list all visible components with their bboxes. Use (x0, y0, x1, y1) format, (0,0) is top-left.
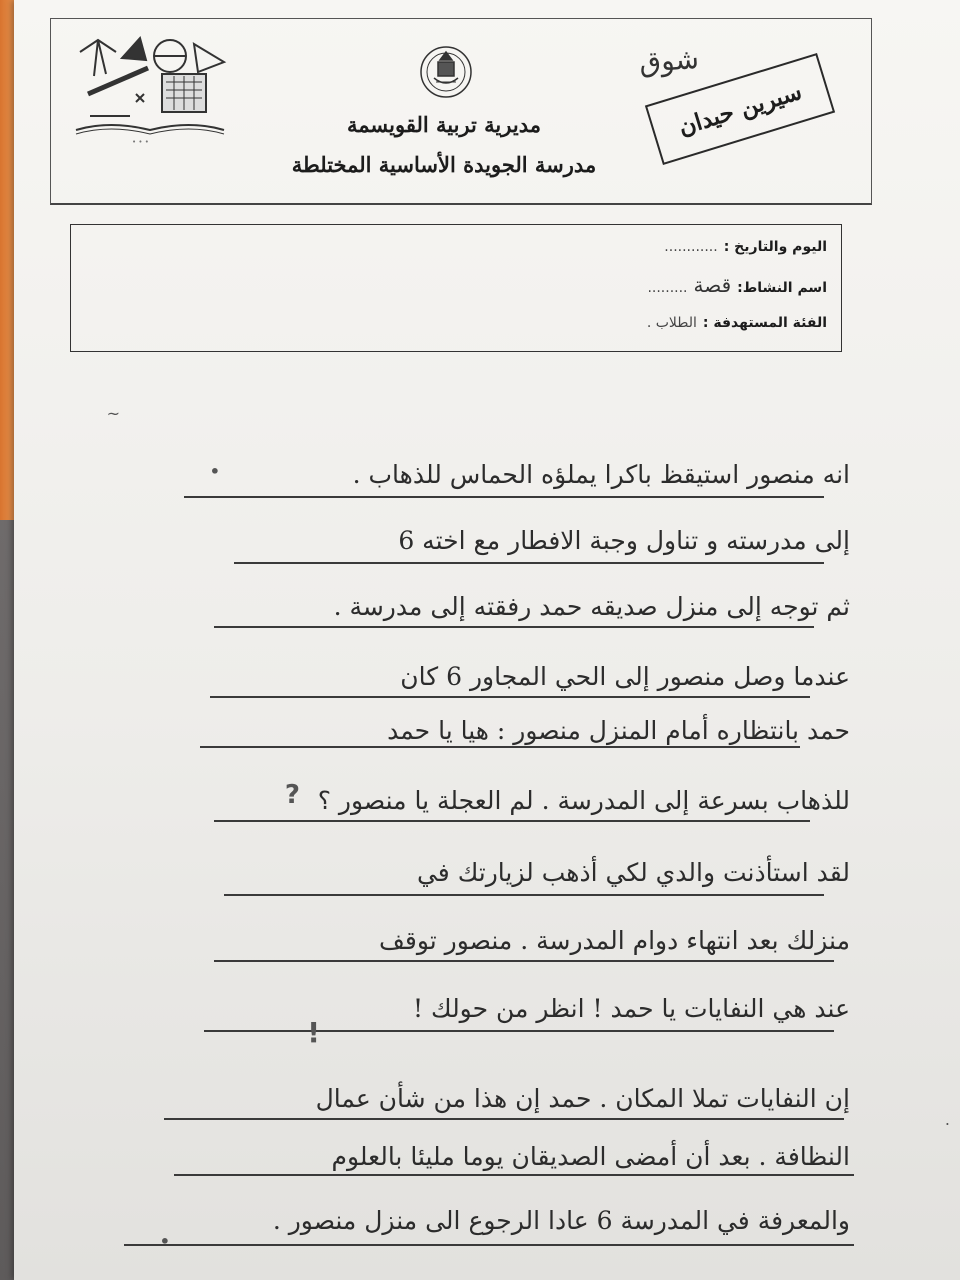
ruled-line (204, 1030, 834, 1032)
story-line: عندما وصل منصور إلى الحي المجاور 6 كان (400, 662, 850, 691)
ruled-line (224, 894, 824, 896)
pink-question-mark: ? (284, 780, 300, 810)
story-line: منزلك بعد انتهاء دوام المدرسة . منصور توقف (379, 926, 850, 955)
activity-label: اسم النشاط: (737, 280, 827, 296)
teacher-name-stamp: سيرين حيدان (645, 53, 835, 165)
ruled-line (124, 1244, 854, 1246)
ruled-line (234, 562, 824, 564)
ruled-line (214, 820, 810, 822)
logo-caption: • • • (132, 138, 149, 146)
story-line: ثم توجه إلى منزل صديقه حمد رفقته إلى مدرسة . (333, 592, 850, 621)
story-line: انه منصور استيقظ باكرا يملؤه الحماس للذهاب . (352, 460, 850, 489)
pen-mark: ~ (106, 404, 120, 423)
story-line: إلى مدرسته و تناول وجبة الافطار مع اخته 6 (398, 526, 850, 555)
pink-dot-mark: • (209, 462, 220, 481)
ruled-line (184, 496, 824, 498)
target-value: الطلاب . (646, 315, 697, 331)
pink-exclaim-mark: ! (307, 1016, 320, 1049)
target-label: الفئة المستهدفة : (702, 315, 827, 331)
story-line: حمد بانتظاره أمام المنزل منصور : هيا يا حمد (387, 716, 850, 745)
story-line: للذهاب بسرعة إلى المدرسة . لم العجلة يا منصور ؟ (317, 786, 850, 815)
directorate-title: مديرية تربية القويسمة (347, 112, 541, 137)
worksheet-paper (14, 0, 960, 1280)
date-value: ............ (664, 239, 718, 255)
story-line: لقد استأذنت والدي لكي أذهب لزيارتك في (416, 858, 850, 887)
margin-dot: . (944, 1110, 950, 1129)
date-label: اليوم والتاريخ : (723, 239, 827, 255)
ruled-line (164, 1118, 844, 1120)
story-line: النظافة . بعد أن أمضى الصديقان يوما مليئا بالعلوم (331, 1142, 850, 1171)
ruled-line (214, 626, 814, 628)
story-line: إن النفايات تملا المكان . حمد إن هذا من شأن عمال (315, 1084, 850, 1113)
ruled-line (214, 960, 834, 962)
pink-dot-mark: • (159, 1232, 170, 1251)
activity-value: قصة (693, 273, 732, 297)
handwritten-story (14, 0, 960, 1280)
handwritten-name: شوق (638, 41, 700, 80)
ruled-line (210, 696, 810, 698)
school-title: مدرسة الجويدة الأساسية المختلطة (291, 152, 597, 177)
ruled-line (174, 1174, 854, 1176)
ruled-line (200, 746, 800, 748)
story-line: والمعرفة في المدرسة 6 عادا الرجوع الى منزل منصور . (272, 1206, 850, 1235)
story-line: عند هي النفايات يا حمد ! انظر من حولك ! (413, 994, 850, 1023)
activity-dots: ......... (647, 280, 688, 296)
